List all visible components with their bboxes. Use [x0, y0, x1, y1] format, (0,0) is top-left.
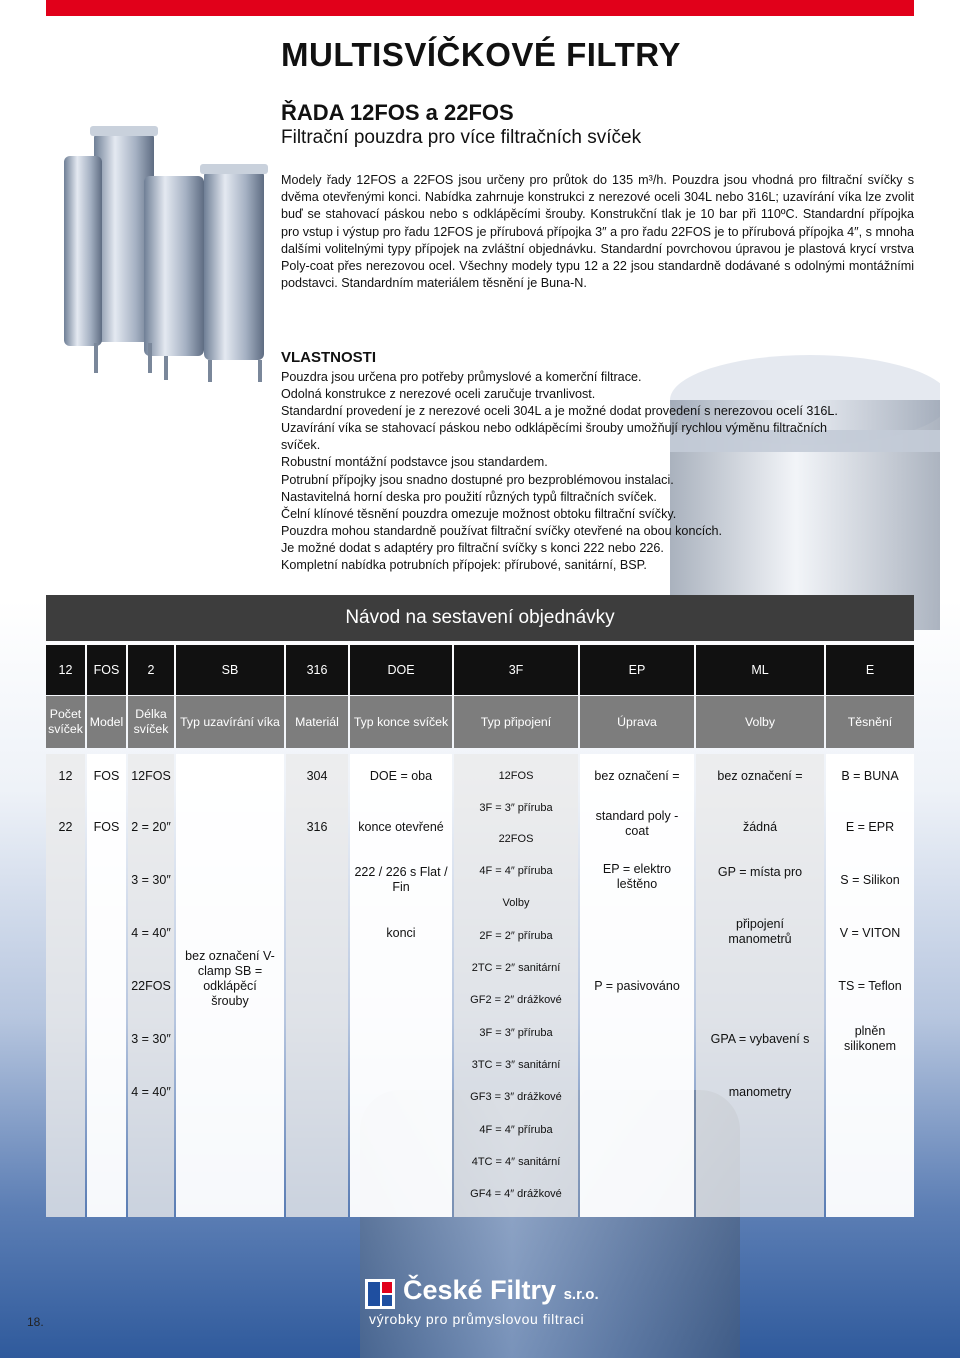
table-cell: konci [386, 925, 416, 940]
table-cell: DOE = oba [369, 768, 433, 783]
feature-item: Uzavírání víka se stahovací páskou nebo odklápěcími šrouby umožňují rychlou výměnu filtračních svíček. [281, 421, 827, 453]
top-red-bar [46, 0, 914, 16]
table-cell: 12FOS [498, 769, 534, 782]
table-cell: GP = místa pro [717, 864, 803, 879]
header-finish: Úprava [580, 696, 694, 748]
table-cell: FOS [93, 819, 120, 834]
page-number: 18. [27, 1315, 44, 1329]
table-cell: konce otevřené [358, 819, 444, 834]
code-cell: 2 [128, 645, 174, 695]
table-cell: 12FOS [131, 768, 171, 783]
table-cell: 4 = 40″ [131, 1084, 171, 1099]
feature-item: Potrubní přípojky jsou snadno dostupné pro bezproblémovou instalaci. [281, 472, 674, 487]
table-cell: GPA = vybavení s [710, 1031, 810, 1046]
feature-item: Je možné dodat s adaptéry pro filtrační svíčky s konci 222 nebo 226. [281, 540, 664, 555]
table-cell: 4TC = 4″ sanitární [471, 1155, 561, 1168]
subtitle: Filtrační pouzdra pro více filtračních svíček [281, 127, 642, 148]
header-seals: Těsnění [826, 696, 914, 748]
column-finish [580, 754, 694, 1217]
table-cell: plněn silikonem [843, 1024, 897, 1053]
header-closure: Typ uzavírání víka [176, 696, 284, 748]
table-cell: B = BUNA [841, 768, 899, 783]
column-material [286, 754, 348, 1217]
code-cell: FOS [87, 645, 126, 695]
table-cell: V = VITON [839, 925, 901, 940]
table-cell: 3F = 3″ příruba [479, 801, 553, 814]
code-cell: DOE [350, 645, 452, 695]
order-guide-heading: Návod na sestavení objednávky [46, 595, 914, 641]
table-cell: GF3 = 3″ drážkové [470, 1090, 562, 1103]
feature-item: Čelní klínové těsnění pouzdra omezuje možnost obtoku filtrační svíčky. [281, 506, 677, 521]
table-cell: 22FOS [498, 832, 534, 845]
table-cell: 3TC = 3″ sanitární [471, 1058, 561, 1071]
table-cell: FOS [93, 768, 120, 783]
table-cell: 22FOS [131, 978, 171, 993]
table-cell: GF4 = 4″ drážkové [470, 1187, 562, 1200]
code-cell: 316 [286, 645, 348, 695]
column-connection [454, 754, 578, 1217]
company-logo [365, 1277, 605, 1331]
table-cell: P = pasivováno [594, 978, 680, 993]
table-cell: 2 = 20″ [131, 819, 171, 834]
page-title: MULTISVÍČKOVÉ FILTRY [281, 36, 681, 73]
features-list [281, 369, 921, 574]
feature-item: Pouzdra mohou standardně používat filtrační svíčky otevřené na obou koncích. [281, 523, 723, 538]
header-model: Model [87, 696, 126, 748]
column-model [87, 754, 126, 1217]
table-cell: 4F = 4″ příruba [479, 1123, 553, 1136]
code-cell: SB [176, 645, 284, 695]
table-cell: E = EPR [845, 819, 895, 834]
table-cell: 3 = 30″ [131, 1031, 171, 1046]
code-cell: E [826, 645, 914, 695]
table-cell: 2F = 2″ příruba [479, 929, 553, 942]
header-options: Volby [696, 696, 824, 748]
table-cell: standard poly -coat [595, 809, 679, 838]
header-connection: Typ připojení [454, 696, 578, 748]
table-cell: 316 [306, 819, 328, 834]
feature-item: Pouzdra jsou určena pro potřeby průmyslové a komerční filtrace. [281, 370, 642, 384]
table-cell: 304 [306, 768, 328, 783]
filter-housings-photo [34, 118, 274, 383]
table-cell: TS = Teflon [838, 978, 902, 993]
feature-item: Kompletní nabídka potrubních přípojek: přírubové, sanitární, BSP. [281, 558, 647, 573]
series-title: ŘADA 12FOS a 22FOS [281, 100, 514, 125]
header-material: Materiál [286, 696, 348, 748]
table-cell: bez označení = [594, 768, 680, 783]
column-closure [176, 754, 284, 1217]
logo-name: České Filtry [403, 1275, 557, 1305]
intro-paragraph: Modely řady 12FOS a 22FOS jsou určeny pro průtok do 135 m³/h. Pouzdra jsou vhodná pro filtrační svíčky s dvěma otevřenými konci. Nabídka zahrnuje konstrukci z nerezové oceli 304L nebo 316L; uzavírání víka lze zvolit buď se stahovací páskou nebo s odklápěcími šrouby. Konstrukční tlak je 10 bar při 110ºC. Standardní přípojka pro vstup i výstup pro řadu 12FOS je přírubová přípojka 3″ a pro řadu 22FOS je to přírubová přípojka 4″, s mnoha dalšími volitelnými typy přípojek na zvláštní objednávku. Standardní povrchovou úpravou je plastová krycí vrstva Poly-coat přes nerezovou ocel. Všechny modely typu 12 a 22 jsou standardně dodávané s odolnými montážními podstavci. Standardním materiálem těsnění je Buna-N. [281, 173, 914, 291]
table-cell: bez označení = [717, 768, 803, 783]
code-cell: EP [580, 645, 694, 695]
table-cell: 3 = 30″ [131, 872, 171, 887]
code-cell: 3F [454, 645, 578, 695]
features-heading: VLASTNOSTI [281, 349, 377, 366]
table-cell: připojení manometrů [728, 917, 792, 946]
column-count [46, 754, 85, 1217]
header-length: Délka svíček [128, 696, 174, 748]
table-cell: S = Silikon [840, 872, 900, 887]
feature-item: Nastavitelná horní deska pro použití různých typů filtračních svíček. [281, 489, 657, 504]
table-cell: EP = elektro leštěno [602, 862, 672, 891]
feature-item: Standardní provedení je z nerezové oceli 304L a je možné dodat provedení s nerezovou ocelí 316L. [281, 404, 838, 419]
table-cell: 4 = 40″ [131, 925, 171, 940]
table-cell: žádná [742, 819, 778, 834]
header-count: Počet svíček [46, 696, 85, 748]
feature-item: Robustní montážní podstavce jsou standardem. [281, 455, 548, 470]
logo-suffix: s.r.o. [563, 1286, 599, 1303]
feature-item: Odolná konstrukce z nerezové oceli zaručuje trvanlivost. [281, 387, 596, 402]
column-seals [826, 754, 914, 1217]
table-cell: 222 / 226 s Flat / Fin [354, 865, 448, 894]
table-cell: Volby [502, 896, 530, 909]
table-cell: 2TC = 2″ sanitární [471, 961, 561, 974]
table-cell: 3F = 3″ příruba [479, 1026, 553, 1039]
column-end-type [350, 754, 452, 1217]
table-cell: manometry [728, 1084, 792, 1099]
code-cell: 12 [46, 645, 85, 695]
table-cell: GF2 = 2″ drážkové [470, 993, 562, 1006]
column-options [696, 754, 824, 1217]
logo-mark-icon [365, 1279, 395, 1309]
logo-tagline: výrobky pro průmyslovou filtraci [369, 1311, 585, 1327]
table-cell: 4F = 4″ příruba [479, 864, 553, 877]
column-length [128, 754, 174, 1217]
table-cell: bez označení V-clamp SB = odklápěcí šrouby [185, 949, 275, 1008]
code-cell: ML [696, 645, 824, 695]
table-cell: 22 [58, 819, 73, 834]
table-cell: 12 [58, 768, 73, 783]
header-end-type: Typ konce svíček [350, 696, 452, 748]
